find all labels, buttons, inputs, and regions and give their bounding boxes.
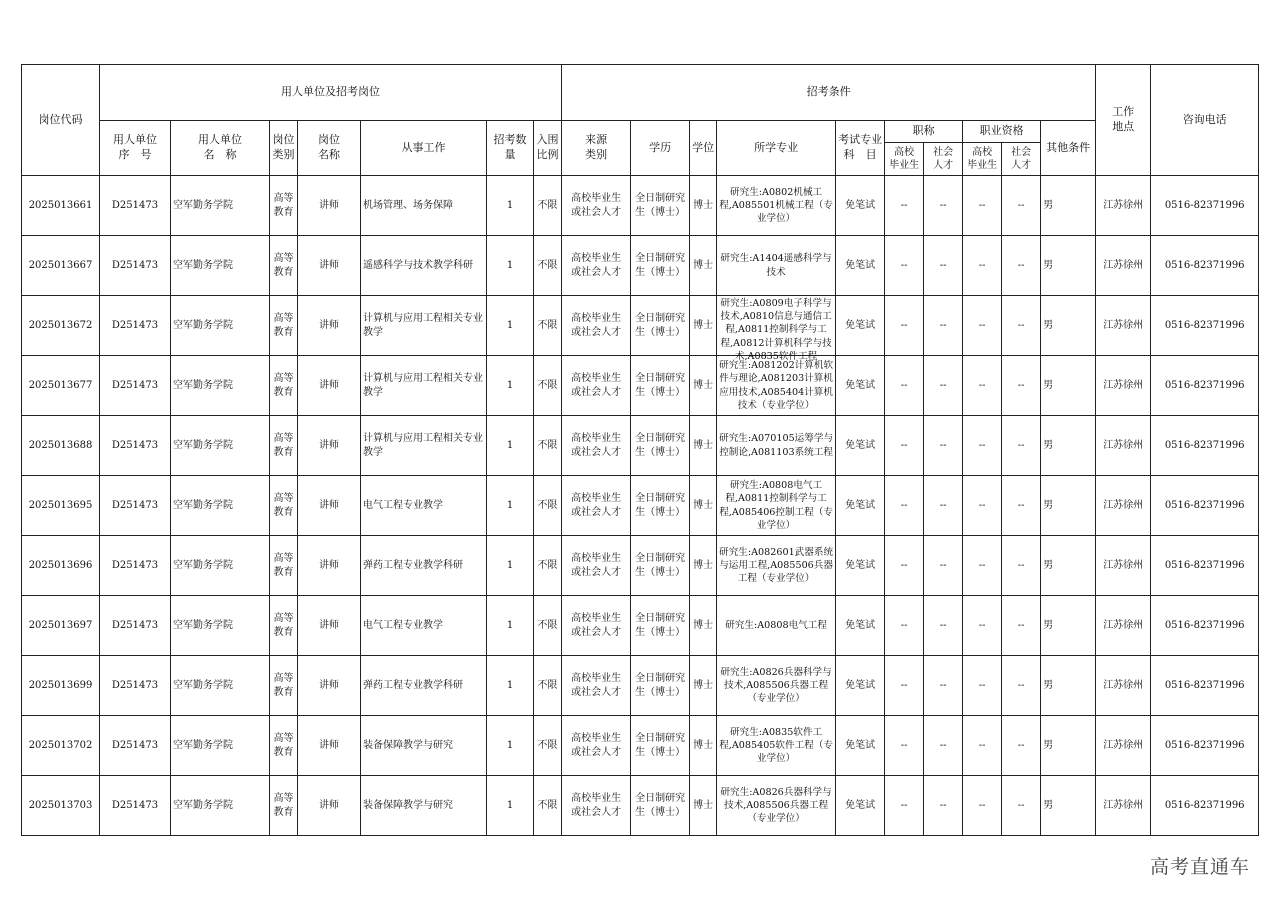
header-group-unit: 用人单位及招考岗位 (100, 65, 562, 121)
exam-cell: 免笔试 (836, 296, 885, 356)
work-cell: 弹药工程专业教学科研 (361, 656, 487, 716)
degree-cell: 博士 (690, 416, 717, 476)
major-text: 研究生:A0808电气工程 (725, 619, 827, 631)
phone-cell: 0516-82371996 (1151, 536, 1259, 596)
post-type-cell: 高等 教育 (270, 236, 298, 296)
work-cell: 计算机与应用工程相关专业教学 (361, 296, 487, 356)
qual-social-cell: -- (1002, 656, 1041, 716)
table-row (22, 356, 1259, 416)
exam-cell: 免笔试 (836, 776, 885, 836)
major-text: 研究生:A0808电气工程,A0811控制科学与工程,A085406控制工程（专业学位） (719, 480, 833, 531)
post-code-cell: 2025013702 (22, 716, 100, 776)
major-cell (717, 596, 836, 656)
post-name-cell: 讲师 (298, 596, 361, 656)
major-text: 研究生:A1404遥感科学与技术 (720, 253, 832, 278)
phone-cell: 0516-82371996 (1151, 416, 1259, 476)
ratio-cell: 不限 (534, 536, 562, 596)
other-cell: 男 (1041, 236, 1096, 296)
recruitment-table (21, 64, 1259, 836)
count-cell: 1 (487, 716, 534, 776)
major-cell (717, 416, 836, 476)
title-graduate-cell: -- (885, 596, 924, 656)
education-cell: 全日制研究 生（博士） (631, 176, 690, 236)
source-cell: 高校毕业生 或社会人才 (562, 716, 631, 776)
title-social-cell: -- (924, 476, 963, 536)
post-type-cell: 高等 教育 (270, 176, 298, 236)
title-social-cell: -- (924, 596, 963, 656)
post-name-cell: 讲师 (298, 416, 361, 476)
qual-social-cell: -- (1002, 596, 1041, 656)
major-text: 研究生:A0826兵器科学与技术,A085506兵器工程（专业学位） (720, 786, 832, 825)
qual-social-cell: -- (1002, 416, 1041, 476)
title-social-cell: -- (924, 296, 963, 356)
major-text: 研究生:A0809电子科学与技术,A0810信息与通信工程,A0811控制科学与工程,A0812计算机科学与技术,A0835软件工程 (720, 298, 832, 362)
source-cell: 高校毕业生 或社会人才 (562, 176, 631, 236)
watermark: 高考直通车 (1149, 856, 1250, 878)
qual-social-cell: -- (1002, 176, 1041, 236)
exam-cell: 免笔试 (836, 236, 885, 296)
education-cell: 全日制研究 生（博士） (631, 656, 690, 716)
ratio-cell: 不限 (534, 656, 562, 716)
qual-graduate-cell: -- (963, 476, 1002, 536)
phone-cell: 0516-82371996 (1151, 356, 1259, 416)
header-degree: 学位 (690, 121, 717, 176)
unit-name-cell: 空军勤务学院 (171, 416, 270, 476)
unit-seq-cell: D251473 (100, 596, 171, 656)
ratio-cell: 不限 (534, 476, 562, 536)
qual-graduate-cell: -- (963, 536, 1002, 596)
header-title-graduate: 高校 毕业生 (885, 143, 924, 176)
major-text: 研究生:A070105运筹学与控制论,A081103系统工程 (719, 433, 834, 458)
table-body (22, 176, 1259, 836)
source-cell: 高校毕业生 或社会人才 (562, 596, 631, 656)
count-cell: 1 (487, 296, 534, 356)
education-cell: 全日制研究 生（博士） (631, 296, 690, 356)
unit-name-cell: 空军勤务学院 (171, 236, 270, 296)
qual-graduate-cell: -- (963, 416, 1002, 476)
unit-seq-cell: D251473 (100, 176, 171, 236)
ratio-cell: 不限 (534, 416, 562, 476)
table-row (22, 236, 1259, 296)
work-cell: 电气工程专业教学 (361, 476, 487, 536)
education-cell: 全日制研究 生（博士） (631, 356, 690, 416)
header-location: 工作 地点 (1096, 65, 1151, 176)
post-name-cell: 讲师 (298, 296, 361, 356)
qual-graduate-cell: -- (963, 296, 1002, 356)
header-source: 来源 类别 (562, 121, 631, 176)
qual-social-cell: -- (1002, 356, 1041, 416)
ratio-cell: 不限 (534, 596, 562, 656)
location-cell: 江苏徐州 (1096, 236, 1151, 296)
unit-seq-cell: D251473 (100, 416, 171, 476)
ratio-cell: 不限 (534, 296, 562, 356)
major-text: 研究生:A082601武器系统与运用工程,A085506兵器工程（专业学位） (719, 546, 834, 585)
major-cell (717, 296, 836, 362)
header-unit-name: 用人单位 名 称 (171, 121, 270, 176)
post-type-cell: 高等 教育 (270, 776, 298, 836)
post-type-cell: 高等 教育 (270, 656, 298, 716)
post-type-cell: 高等 教育 (270, 536, 298, 596)
exam-cell: 免笔试 (836, 476, 885, 536)
header-post-code: 岗位代码 (22, 65, 100, 176)
source-cell: 高校毕业生 或社会人才 (562, 416, 631, 476)
title-social-cell: -- (924, 536, 963, 596)
degree-cell: 博士 (690, 776, 717, 836)
work-cell: 电气工程专业教学 (361, 596, 487, 656)
phone-cell: 0516-82371996 (1151, 296, 1259, 356)
header-phone: 咨询电话 (1151, 65, 1259, 176)
count-cell: 1 (487, 536, 534, 596)
unit-seq-cell: D251473 (100, 476, 171, 536)
post-type-cell: 高等 教育 (270, 416, 298, 476)
major-cell (717, 656, 836, 716)
count-cell: 1 (487, 356, 534, 416)
count-cell: 1 (487, 176, 534, 236)
count-cell: 1 (487, 596, 534, 656)
title-graduate-cell: -- (885, 296, 924, 356)
header-title-social: 社会 人才 (924, 143, 963, 176)
table-row (22, 716, 1259, 776)
location-cell: 江苏徐州 (1096, 596, 1151, 656)
location-cell: 江苏徐州 (1096, 656, 1151, 716)
work-cell: 装备保障教学与研究 (361, 716, 487, 776)
title-social-cell: -- (924, 356, 963, 416)
other-cell: 男 (1041, 296, 1096, 356)
major-text: 研究生:A081202计算机软件与理论,A081203计算机应用技术,A085404计算机技术（专业学位） (719, 360, 834, 411)
degree-cell: 博士 (690, 236, 717, 296)
title-graduate-cell: -- (885, 536, 924, 596)
phone-cell: 0516-82371996 (1151, 176, 1259, 236)
count-cell: 1 (487, 656, 534, 716)
unit-name-cell: 空军勤务学院 (171, 296, 270, 356)
degree-cell: 博士 (690, 716, 717, 776)
post-name-cell: 讲师 (298, 716, 361, 776)
exam-cell: 免笔试 (836, 356, 885, 416)
table-row (22, 596, 1259, 656)
other-cell: 男 (1041, 656, 1096, 716)
degree-cell: 博士 (690, 296, 717, 356)
source-cell: 高校毕业生 或社会人才 (562, 536, 631, 596)
table-row (22, 416, 1259, 476)
other-cell: 男 (1041, 176, 1096, 236)
major-cell (717, 236, 836, 296)
exam-cell: 免笔试 (836, 716, 885, 776)
post-code-cell: 2025013688 (22, 416, 100, 476)
post-code-cell: 2025013696 (22, 536, 100, 596)
work-cell: 弹药工程专业教学科研 (361, 536, 487, 596)
post-name-cell: 讲师 (298, 776, 361, 836)
qual-social-cell: -- (1002, 716, 1041, 776)
table-row (22, 476, 1259, 536)
unit-seq-cell: D251473 (100, 296, 171, 356)
major-cell (717, 716, 836, 776)
post-type-cell: 高等 教育 (270, 596, 298, 656)
count-cell: 1 (487, 416, 534, 476)
education-cell: 全日制研究 生（博士） (631, 416, 690, 476)
unit-name-cell: 空军勤务学院 (171, 176, 270, 236)
location-cell: 江苏徐州 (1096, 716, 1151, 776)
work-cell: 装备保障教学与研究 (361, 776, 487, 836)
major-cell (717, 536, 836, 596)
phone-cell: 0516-82371996 (1151, 776, 1259, 836)
qual-social-cell: -- (1002, 776, 1041, 836)
qual-social-cell: -- (1002, 536, 1041, 596)
ratio-cell: 不限 (534, 236, 562, 296)
header-qual-social: 社会 人才 (1002, 143, 1041, 176)
source-cell: 高校毕业生 或社会人才 (562, 656, 631, 716)
source-cell: 高校毕业生 或社会人才 (562, 236, 631, 296)
post-code-cell: 2025013661 (22, 176, 100, 236)
exam-cell: 免笔试 (836, 416, 885, 476)
ratio-cell: 不限 (534, 776, 562, 836)
title-graduate-cell: -- (885, 656, 924, 716)
degree-cell: 博士 (690, 476, 717, 536)
title-graduate-cell: -- (885, 416, 924, 476)
ratio-cell: 不限 (534, 356, 562, 416)
unit-name-cell: 空军勤务学院 (171, 656, 270, 716)
other-cell: 男 (1041, 536, 1096, 596)
degree-cell: 博士 (690, 356, 717, 416)
major-cell (717, 176, 836, 236)
count-cell: 1 (487, 776, 534, 836)
table-header (22, 65, 1259, 176)
location-cell: 江苏徐州 (1096, 776, 1151, 836)
other-cell: 男 (1041, 356, 1096, 416)
unit-name-cell: 空军勤务学院 (171, 536, 270, 596)
title-graduate-cell: -- (885, 716, 924, 776)
post-type-cell: 高等 教育 (270, 476, 298, 536)
degree-cell: 博士 (690, 536, 717, 596)
phone-cell: 0516-82371996 (1151, 236, 1259, 296)
exam-cell: 免笔试 (836, 656, 885, 716)
location-cell: 江苏徐州 (1096, 476, 1151, 536)
post-code-cell: 2025013672 (22, 296, 100, 356)
qual-social-cell: -- (1002, 476, 1041, 536)
exam-cell: 免笔试 (836, 176, 885, 236)
title-graduate-cell: -- (885, 476, 924, 536)
qual-graduate-cell: -- (963, 776, 1002, 836)
header-education: 学历 (631, 121, 690, 176)
table-row (22, 656, 1259, 716)
unit-seq-cell: D251473 (100, 356, 171, 416)
title-social-cell: -- (924, 416, 963, 476)
title-graduate-cell: -- (885, 356, 924, 416)
education-cell: 全日制研究 生（博士） (631, 536, 690, 596)
location-cell: 江苏徐州 (1096, 356, 1151, 416)
qual-graduate-cell: -- (963, 356, 1002, 416)
work-cell: 机场管理、场务保障 (361, 176, 487, 236)
location-cell: 江苏徐州 (1096, 296, 1151, 356)
header-unit-seq: 用人单位 序 号 (100, 121, 171, 176)
education-cell: 全日制研究 生（博士） (631, 776, 690, 836)
post-type-cell: 高等 教育 (270, 356, 298, 416)
post-name-cell: 讲师 (298, 176, 361, 236)
qual-graduate-cell: -- (963, 176, 1002, 236)
unit-seq-cell: D251473 (100, 716, 171, 776)
exam-cell: 免笔试 (836, 596, 885, 656)
unit-seq-cell: D251473 (100, 236, 171, 296)
major-cell (717, 356, 836, 416)
ratio-cell: 不限 (534, 716, 562, 776)
header-qualification-group: 职业资格 (963, 121, 1041, 143)
unit-name-cell: 空军勤务学院 (171, 596, 270, 656)
table-row (22, 776, 1259, 836)
unit-name-cell: 空军勤务学院 (171, 476, 270, 536)
qual-graduate-cell: -- (963, 656, 1002, 716)
post-name-cell: 讲师 (298, 536, 361, 596)
header-count: 招考数量 (487, 121, 534, 176)
unit-seq-cell: D251473 (100, 656, 171, 716)
post-name-cell: 讲师 (298, 236, 361, 296)
unit-name-cell: 空军勤务学院 (171, 356, 270, 416)
phone-cell: 0516-82371996 (1151, 476, 1259, 536)
header-post-type: 岗位 类别 (270, 121, 298, 176)
header-title-group: 职称 (885, 121, 963, 143)
title-graduate-cell: -- (885, 776, 924, 836)
exam-cell: 免笔试 (836, 536, 885, 596)
major-cell (717, 476, 836, 536)
count-cell: 1 (487, 476, 534, 536)
unit-seq-cell: D251473 (100, 536, 171, 596)
qual-social-cell: -- (1002, 296, 1041, 356)
education-cell: 全日制研究 生（博士） (631, 596, 690, 656)
location-cell: 江苏徐州 (1096, 416, 1151, 476)
source-cell: 高校毕业生 或社会人才 (562, 476, 631, 536)
header-exam: 考试专业 科 目 (836, 121, 885, 176)
location-cell: 江苏徐州 (1096, 176, 1151, 236)
post-code-cell: 2025013697 (22, 596, 100, 656)
major-text: 研究生:A0826兵器科学与技术,A085506兵器工程（专业学位） (720, 666, 832, 705)
table-row (22, 176, 1259, 236)
education-cell: 全日制研究 生（博士） (631, 236, 690, 296)
degree-cell: 博士 (690, 656, 717, 716)
other-cell: 男 (1041, 716, 1096, 776)
post-type-cell: 高等 教育 (270, 296, 298, 356)
header-group-conditions: 招考条件 (562, 65, 1096, 121)
post-code-cell: 2025013667 (22, 236, 100, 296)
phone-cell: 0516-82371996 (1151, 596, 1259, 656)
qual-graduate-cell: -- (963, 716, 1002, 776)
header-other: 其他条件 (1041, 121, 1096, 176)
post-name-cell: 讲师 (298, 476, 361, 536)
other-cell: 男 (1041, 416, 1096, 476)
header-post-name: 岗位 名称 (298, 121, 361, 176)
title-social-cell: -- (924, 236, 963, 296)
post-name-cell: 讲师 (298, 356, 361, 416)
education-cell: 全日制研究 生（博士） (631, 476, 690, 536)
source-cell: 高校毕业生 或社会人才 (562, 776, 631, 836)
ratio-cell: 不限 (534, 176, 562, 236)
table-row (22, 296, 1259, 356)
post-code-cell: 2025013695 (22, 476, 100, 536)
qual-graduate-cell: -- (963, 596, 1002, 656)
table-row (22, 536, 1259, 596)
work-cell: 计算机与应用工程相关专业教学 (361, 416, 487, 476)
source-cell: 高校毕业生 或社会人才 (562, 296, 631, 356)
title-social-cell: -- (924, 716, 963, 776)
post-code-cell: 2025013677 (22, 356, 100, 416)
qual-social-cell: -- (1002, 236, 1041, 296)
post-code-cell: 2025013703 (22, 776, 100, 836)
source-cell: 高校毕业生 或社会人才 (562, 356, 631, 416)
count-cell: 1 (487, 236, 534, 296)
work-cell: 计算机与应用工程相关专业教学 (361, 356, 487, 416)
location-cell: 江苏徐州 (1096, 536, 1151, 596)
major-text: 研究生:A0802机械工程,A085501机械工程（专业学位） (719, 186, 833, 225)
degree-cell: 博士 (690, 176, 717, 236)
title-social-cell: -- (924, 776, 963, 836)
unit-seq-cell: D251473 (100, 776, 171, 836)
header-work: 从事工作 (361, 121, 487, 176)
header-qual-graduate: 高校 毕业生 (963, 143, 1002, 176)
title-graduate-cell: -- (885, 236, 924, 296)
qual-graduate-cell: -- (963, 236, 1002, 296)
post-type-cell: 高等 教育 (270, 716, 298, 776)
unit-name-cell: 空军勤务学院 (171, 716, 270, 776)
unit-name-cell: 空军勤务学院 (171, 776, 270, 836)
major-cell (717, 776, 836, 836)
work-cell: 遥感科学与技术教学科研 (361, 236, 487, 296)
title-social-cell: -- (924, 656, 963, 716)
post-name-cell: 讲师 (298, 656, 361, 716)
phone-cell: 0516-82371996 (1151, 656, 1259, 716)
phone-cell: 0516-82371996 (1151, 716, 1259, 776)
other-cell: 男 (1041, 596, 1096, 656)
other-cell: 男 (1041, 776, 1096, 836)
header-major: 所学专业 (717, 121, 836, 176)
title-social-cell: -- (924, 176, 963, 236)
other-cell: 男 (1041, 476, 1096, 536)
major-text: 研究生:A0835软件工程,A085405软件工程（专业学位） (719, 726, 833, 765)
education-cell: 全日制研究 生（博士） (631, 716, 690, 776)
title-graduate-cell: -- (885, 176, 924, 236)
header-ratio: 入围 比例 (534, 121, 562, 176)
degree-cell: 博士 (690, 596, 717, 656)
post-code-cell: 2025013699 (22, 656, 100, 716)
